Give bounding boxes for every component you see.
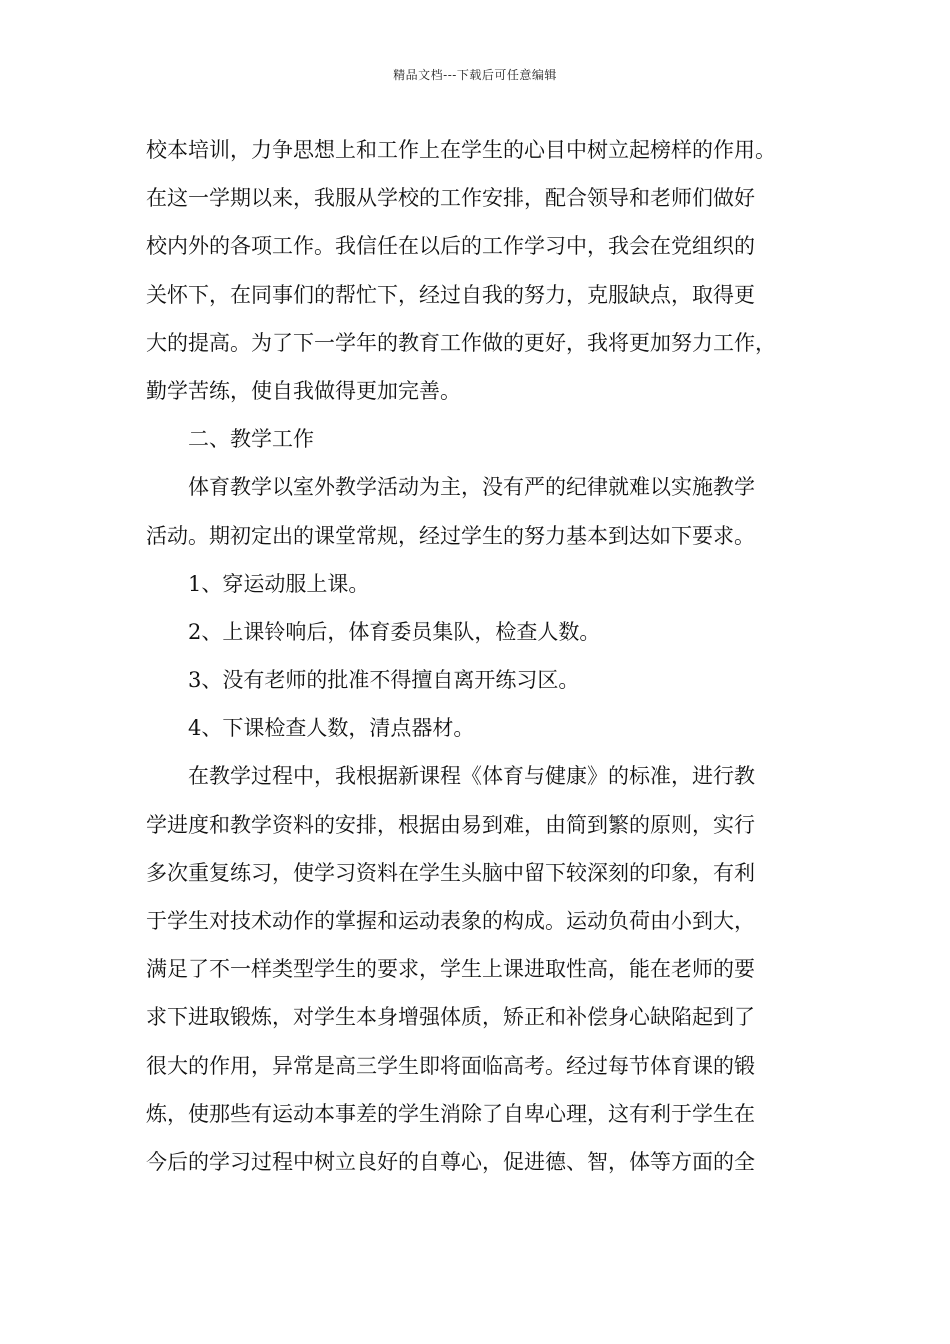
body-line: 活动。期初定出的课堂常规，经过学生的努力基本到达如下要求。	[146, 523, 755, 548]
body-line: 学进度和教学资料的安排，根据由易到难，由简到繁的原则，实行	[146, 812, 755, 837]
body-line: 在教学过程中，我根据新课程《体育与健康》的标准，进行教	[188, 764, 755, 789]
body-line: 体育教学以室外教学活动为主，没有严的纪律就难以实施教学	[188, 475, 755, 500]
body-line: 在这一学期以来，我服从学校的工作安排，配合领导和老师们做好	[146, 186, 755, 211]
body-line: 大的提高。为了下一学年的教育工作做的更好，我将更加努力工作，	[146, 330, 776, 355]
body-line: 求下进取锻炼，对学生本身增强体质，矫正和补偿身心缺陷起到了	[146, 1005, 755, 1030]
list-item: 1、穿运动服上课。	[188, 571, 370, 596]
page-header: 精品文档---下载后可任意编辑	[393, 68, 557, 82]
body-line: 勤学苦练，使自我做得更加完善。	[146, 378, 461, 403]
body-line: 今后的学习过程中树立良好的自尊心，促进德、智，体等方面的全	[146, 1149, 755, 1174]
body-line: 满足了不一样类型学生的要求，学生上课进取性高，能在老师的要	[146, 957, 755, 982]
body-line: 多次重复练习，使学习资料在学生头脑中留下较深刻的印象，有利	[146, 860, 755, 885]
body-line: 校内外的各项工作。我信任在以后的工作学习中，我会在党组织的	[146, 234, 755, 259]
section-heading: 二、教学工作	[188, 427, 314, 452]
body-line: 于学生对技术动作的掌握和运动表象的构成。运动负荷由小到大，	[146, 909, 755, 933]
list-item: 4、下课检查人数，清点器材。	[188, 716, 475, 741]
body-line: 校本培训，力争思想上和工作上在学生的心目中树立起榜样的作用。	[146, 138, 776, 162]
list-item: 2、上课铃响后，体育委员集队，检查人数。	[188, 619, 601, 644]
body-line: 很大的作用，异常是高三学生即将面临高考。经过每节体育课的锻	[146, 1053, 755, 1078]
body-line: 关怀下，在同事们的帮忙下，经过自我的努力，克服缺点，取得更	[146, 282, 755, 307]
body-line: 炼，使那些有运动本事差的学生消除了自卑心理，这有利于学生在	[146, 1101, 755, 1126]
document-body	[146, 126, 814, 1186]
list-item: 3、没有老师的批准不得擅自离开练习区。	[188, 668, 580, 693]
